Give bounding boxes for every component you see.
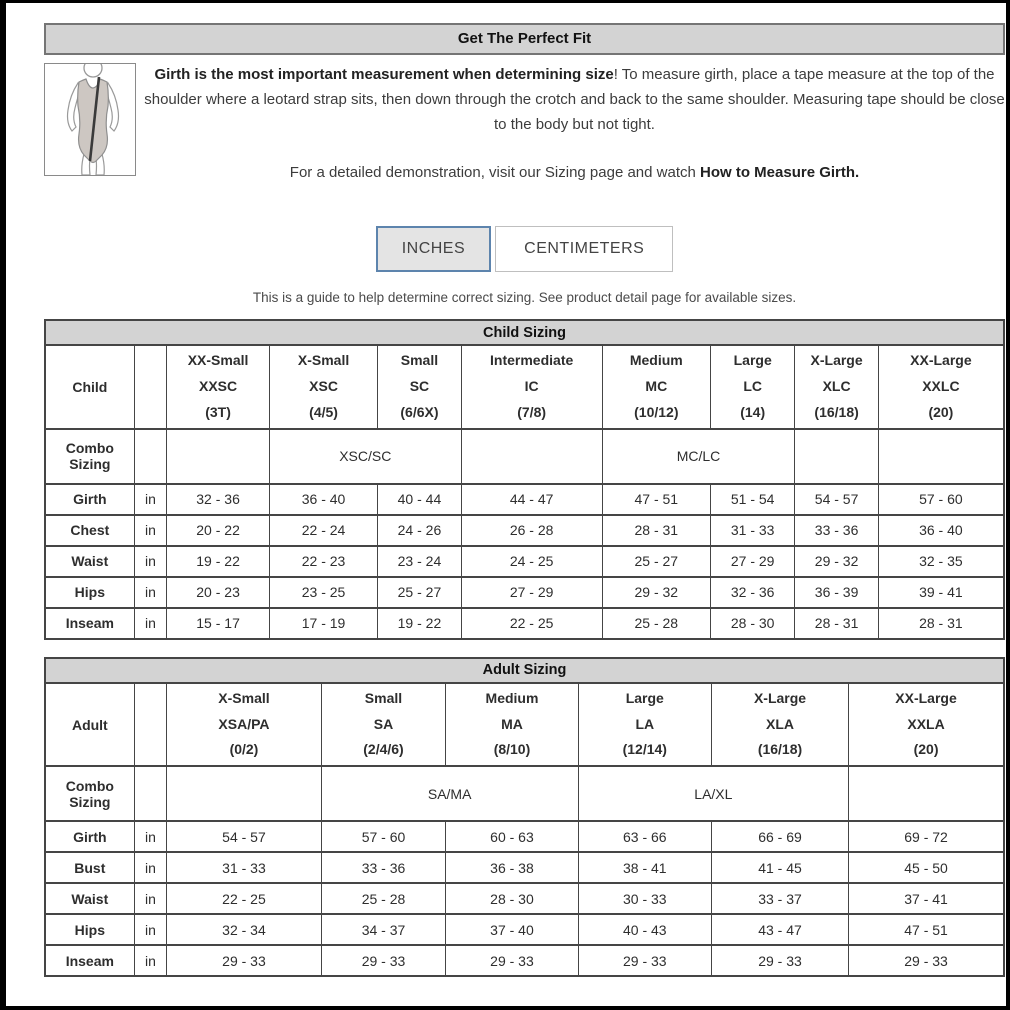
- size-column-code: XXSC: [199, 377, 238, 394]
- measurement-value: 37 - 41: [849, 883, 1004, 914]
- measurement-value: 34 - 37: [321, 914, 446, 945]
- size-column-sizes: (14): [740, 403, 766, 420]
- size-column-sizes: (3T): [205, 403, 231, 420]
- size-column-sizes: (4/5): [309, 403, 338, 420]
- measurement-value: 33 - 37: [711, 883, 848, 914]
- measurement-unit: in: [134, 608, 167, 639]
- measurement-value: 36 - 40: [269, 484, 377, 515]
- size-chart-page: [44, 0, 1005, 977]
- measurement-row: [45, 852, 1004, 883]
- size-column-code: XXLC: [922, 377, 960, 394]
- size-column-name: Small: [400, 352, 439, 368]
- measurement-value: 33 - 36: [795, 515, 878, 546]
- screenshot-edge-left: [0, 0, 6, 1010]
- measurement-value: 40 - 43: [578, 914, 711, 945]
- size-column-code: XSA/PA: [218, 715, 270, 732]
- measurement-unit: in: [134, 484, 167, 515]
- measurement-unit: in: [134, 821, 167, 852]
- screenshot-edge-bottom: [0, 1006, 1010, 1010]
- measurement-unit: in: [134, 883, 167, 914]
- screenshot-edge-right: [1006, 0, 1010, 1010]
- measurement-value: 29 - 33: [578, 945, 711, 976]
- size-column-header: [795, 345, 878, 429]
- centimeters-button[interactable]: CENTIMETERS: [495, 226, 673, 272]
- measurement-row: [45, 515, 1004, 546]
- measurement-row: [45, 484, 1004, 515]
- size-column-name: XX-Large: [910, 352, 972, 368]
- measurement-value: 54 - 57: [167, 821, 321, 852]
- measurement-label: Hips: [45, 914, 134, 945]
- size-column-name: X-Small: [297, 352, 350, 368]
- measurement-label: Waist: [45, 546, 134, 577]
- demo-note-prefix: For a detailed demonstration, visit our Sizing page and watch: [289, 164, 701, 182]
- girth-instructions-rest: ! To measure girth, place a tape measure at the top of the shoulder where a leotard strap sits, then down through the crotch and back to the same shoulder. Measuring tape should be close to the body but not tight.: [144, 66, 1005, 133]
- combo-size-cell: LA/XL: [578, 766, 848, 821]
- child-sizing-table: [44, 319, 1005, 640]
- measurement-value: 40 - 44: [378, 484, 461, 515]
- size-column-header: [461, 345, 602, 429]
- measurement-unit: in: [134, 945, 167, 976]
- measurement-value: 36 - 40: [878, 515, 1004, 546]
- measurement-value: 63 - 66: [578, 821, 711, 852]
- size-column-header: [446, 683, 578, 767]
- measurement-value: 17 - 19: [269, 608, 377, 639]
- size-column-name: Large: [625, 689, 664, 706]
- size-column-sizes: (7/8): [517, 403, 547, 420]
- girth-intro-section: [44, 63, 1005, 186]
- measurement-value: 57 - 60: [321, 821, 446, 852]
- measurement-value: 20 - 22: [167, 515, 270, 546]
- measurement-value: 31 - 33: [710, 515, 794, 546]
- size-column-name: X-Large: [753, 689, 807, 706]
- measurement-value: 25 - 27: [378, 577, 461, 608]
- measurement-unit: in: [134, 546, 167, 577]
- measurement-label: Hips: [45, 577, 134, 608]
- size-column-sizes: (6/6X): [400, 403, 439, 420]
- size-column-code: XLC: [822, 377, 851, 394]
- measurement-row: [45, 577, 1004, 608]
- size-column-sizes: (12/14): [622, 741, 667, 758]
- measurement-label: Chest: [45, 515, 134, 546]
- measurement-value: 20 - 23: [167, 577, 270, 608]
- measurement-value: 22 - 25: [167, 883, 321, 914]
- size-column-header: [849, 683, 1004, 767]
- girth-instructions: [136, 63, 1005, 186]
- page-title: Get The Perfect Fit: [44, 23, 1005, 55]
- combo-size-cell: XSC/SC: [269, 429, 461, 484]
- size-column-code: IC: [524, 377, 539, 394]
- size-column-code: XXLA: [907, 715, 945, 732]
- size-column-sizes: (20): [928, 403, 954, 420]
- combo-size-cell: MC/LC: [602, 429, 795, 484]
- measurement-value: 27 - 29: [710, 546, 794, 577]
- measurement-unit: in: [134, 515, 167, 546]
- group-label: Adult: [45, 683, 134, 767]
- size-column-code: MC: [645, 377, 668, 394]
- measurement-value: 33 - 36: [321, 852, 446, 883]
- unit-column-header: [134, 345, 167, 429]
- measurement-value: 28 - 31: [795, 608, 878, 639]
- measurement-value: 51 - 54: [710, 484, 794, 515]
- measurement-value: 30 - 33: [578, 883, 711, 914]
- combo-unit-cell: [134, 766, 167, 821]
- measurement-value: 28 - 30: [446, 883, 578, 914]
- measurement-row: [45, 821, 1004, 852]
- size-column-header: [269, 345, 377, 429]
- combo-sizing-label: Combo Sizing: [45, 429, 134, 484]
- demo-note-bold: How to Measure Girth.: [700, 164, 860, 182]
- combo-unit-cell: [134, 429, 167, 484]
- measurement-value: 57 - 60: [878, 484, 1004, 515]
- measurement-value: 32 - 35: [878, 546, 1004, 577]
- combo-size-cell: SA/MA: [321, 766, 578, 821]
- measurement-value: 60 - 63: [446, 821, 578, 852]
- measurement-value: 25 - 28: [602, 608, 710, 639]
- measurement-value: 44 - 47: [461, 484, 602, 515]
- size-column-header: [167, 345, 270, 429]
- measurement-row: [45, 914, 1004, 945]
- size-column-header: [167, 683, 321, 767]
- measurement-value: 39 - 41: [878, 577, 1004, 608]
- measurement-value: 31 - 33: [167, 852, 321, 883]
- measurement-value: 24 - 26: [378, 515, 461, 546]
- combo-empty-cell: [878, 429, 1004, 484]
- measurement-value: 69 - 72: [849, 821, 1004, 852]
- leotard-figure-icon: [45, 64, 135, 175]
- size-column-sizes: (16/18): [757, 741, 803, 758]
- size-column-header: [711, 683, 848, 767]
- combo-empty-cell: [167, 766, 321, 821]
- measurement-value: 36 - 38: [446, 852, 578, 883]
- combo-empty-cell: [849, 766, 1004, 821]
- measurement-value: 29 - 33: [321, 945, 446, 976]
- measurement-label: Inseam: [45, 945, 134, 976]
- size-column-code: XLA: [766, 715, 794, 732]
- measurement-value: 29 - 32: [795, 546, 878, 577]
- size-column-name: X-Small: [218, 689, 270, 706]
- measurement-row: [45, 883, 1004, 914]
- measurement-value: 29 - 33: [167, 945, 321, 976]
- measurement-value: 28 - 31: [602, 515, 710, 546]
- size-column-sizes: (16/18): [814, 403, 859, 420]
- size-column-code: SC: [409, 377, 430, 394]
- measurement-value: 19 - 22: [167, 546, 270, 577]
- table-title: Adult Sizing: [45, 658, 1004, 683]
- combo-empty-cell: [795, 429, 878, 484]
- measurement-label: Waist: [45, 883, 134, 914]
- group-label: Child: [45, 345, 134, 429]
- adult-sizing-table: [44, 657, 1005, 978]
- size-column-code: MA: [501, 715, 523, 732]
- measurement-value: 25 - 28: [321, 883, 446, 914]
- measurement-value: 32 - 34: [167, 914, 321, 945]
- size-column-header: [378, 345, 461, 429]
- measurement-value: 29 - 33: [711, 945, 848, 976]
- measurement-value: 19 - 22: [378, 608, 461, 639]
- size-column-code: LA: [635, 715, 655, 732]
- screenshot-edge-top: [0, 0, 1010, 3]
- measurement-label: Girth: [45, 484, 134, 515]
- measurement-value: 24 - 25: [461, 546, 602, 577]
- table-title: Child Sizing: [45, 320, 1004, 345]
- demo-note: [144, 161, 1005, 186]
- measurement-value: 54 - 57: [795, 484, 878, 515]
- measurement-value: 45 - 50: [849, 852, 1004, 883]
- size-column-name: XX-Large: [895, 689, 957, 706]
- size-column-name: Medium: [629, 352, 683, 368]
- measurement-value: 43 - 47: [711, 914, 848, 945]
- measurement-unit: in: [134, 914, 167, 945]
- size-column-name: Medium: [485, 689, 539, 706]
- measurement-row: [45, 608, 1004, 639]
- size-column-name: X-Large: [810, 352, 863, 368]
- size-column-name: Intermediate: [490, 352, 574, 368]
- size-column-name: Large: [733, 352, 772, 368]
- measurement-value: 22 - 24: [269, 515, 377, 546]
- sizing-guide-note: This is a guide to help determine correct sizing. See product detail page for available sizes.: [252, 290, 797, 305]
- size-column-header: [578, 683, 711, 767]
- measurement-label: Inseam: [45, 608, 134, 639]
- combo-empty-cell: [461, 429, 602, 484]
- unit-toggle: [44, 226, 1005, 272]
- measurement-value: 28 - 31: [878, 608, 1004, 639]
- measurement-unit: in: [134, 577, 167, 608]
- measurement-value: 22 - 25: [461, 608, 602, 639]
- measurement-value: 41 - 45: [711, 852, 848, 883]
- measurement-value: 32 - 36: [710, 577, 794, 608]
- measurement-value: 28 - 30: [710, 608, 794, 639]
- size-column-header: [602, 345, 710, 429]
- measurement-value: 32 - 36: [167, 484, 270, 515]
- size-column-header: [321, 683, 446, 767]
- measurement-value: 25 - 27: [602, 546, 710, 577]
- measurement-value: 29 - 33: [849, 945, 1004, 976]
- measurement-value: 26 - 28: [461, 515, 602, 546]
- measurement-value: 47 - 51: [849, 914, 1004, 945]
- measurement-value: 66 - 69: [711, 821, 848, 852]
- measurement-value: 36 - 39: [795, 577, 878, 608]
- measurement-value: 22 - 23: [269, 546, 377, 577]
- combo-sizing-label: Combo Sizing: [45, 766, 134, 821]
- measurement-value: 37 - 40: [446, 914, 578, 945]
- girth-instructions-bold: Girth is the most important measurement when determining size: [154, 66, 614, 83]
- size-column-header: [710, 345, 794, 429]
- size-column-code: SA: [373, 715, 394, 732]
- measurement-value: 47 - 51: [602, 484, 710, 515]
- girth-instructions-paragraph: [144, 63, 1005, 137]
- measurement-value: 27 - 29: [461, 577, 602, 608]
- inches-button[interactable]: INCHES: [376, 226, 491, 272]
- measurement-value: 23 - 24: [378, 546, 461, 577]
- measurement-row: [45, 945, 1004, 976]
- measurement-value: 23 - 25: [269, 577, 377, 608]
- size-column-sizes: (10/12): [634, 403, 679, 420]
- measurement-unit: in: [134, 852, 167, 883]
- size-column-sizes: (20): [913, 741, 939, 758]
- measurement-label: Bust: [45, 852, 134, 883]
- size-column-sizes: (2/4/6): [363, 741, 404, 758]
- size-column-sizes: (8/10): [493, 741, 531, 758]
- size-column-sizes: (0/2): [229, 741, 259, 758]
- measurement-row: [45, 546, 1004, 577]
- combo-empty-cell: [167, 429, 270, 484]
- unit-column-header: [134, 683, 167, 767]
- measurement-value: 15 - 17: [167, 608, 270, 639]
- size-column-code: XSC: [309, 377, 338, 394]
- measurement-value: 38 - 41: [578, 852, 711, 883]
- size-column-name: Small: [364, 689, 403, 706]
- measurement-value: 29 - 32: [602, 577, 710, 608]
- size-column-code: LC: [743, 377, 763, 394]
- size-column-header: [878, 345, 1004, 429]
- measurement-label: Girth: [45, 821, 134, 852]
- girth-measurement-diagram: [44, 63, 136, 176]
- measurement-value: 29 - 33: [446, 945, 578, 976]
- size-column-name: XX-Small: [187, 352, 249, 368]
